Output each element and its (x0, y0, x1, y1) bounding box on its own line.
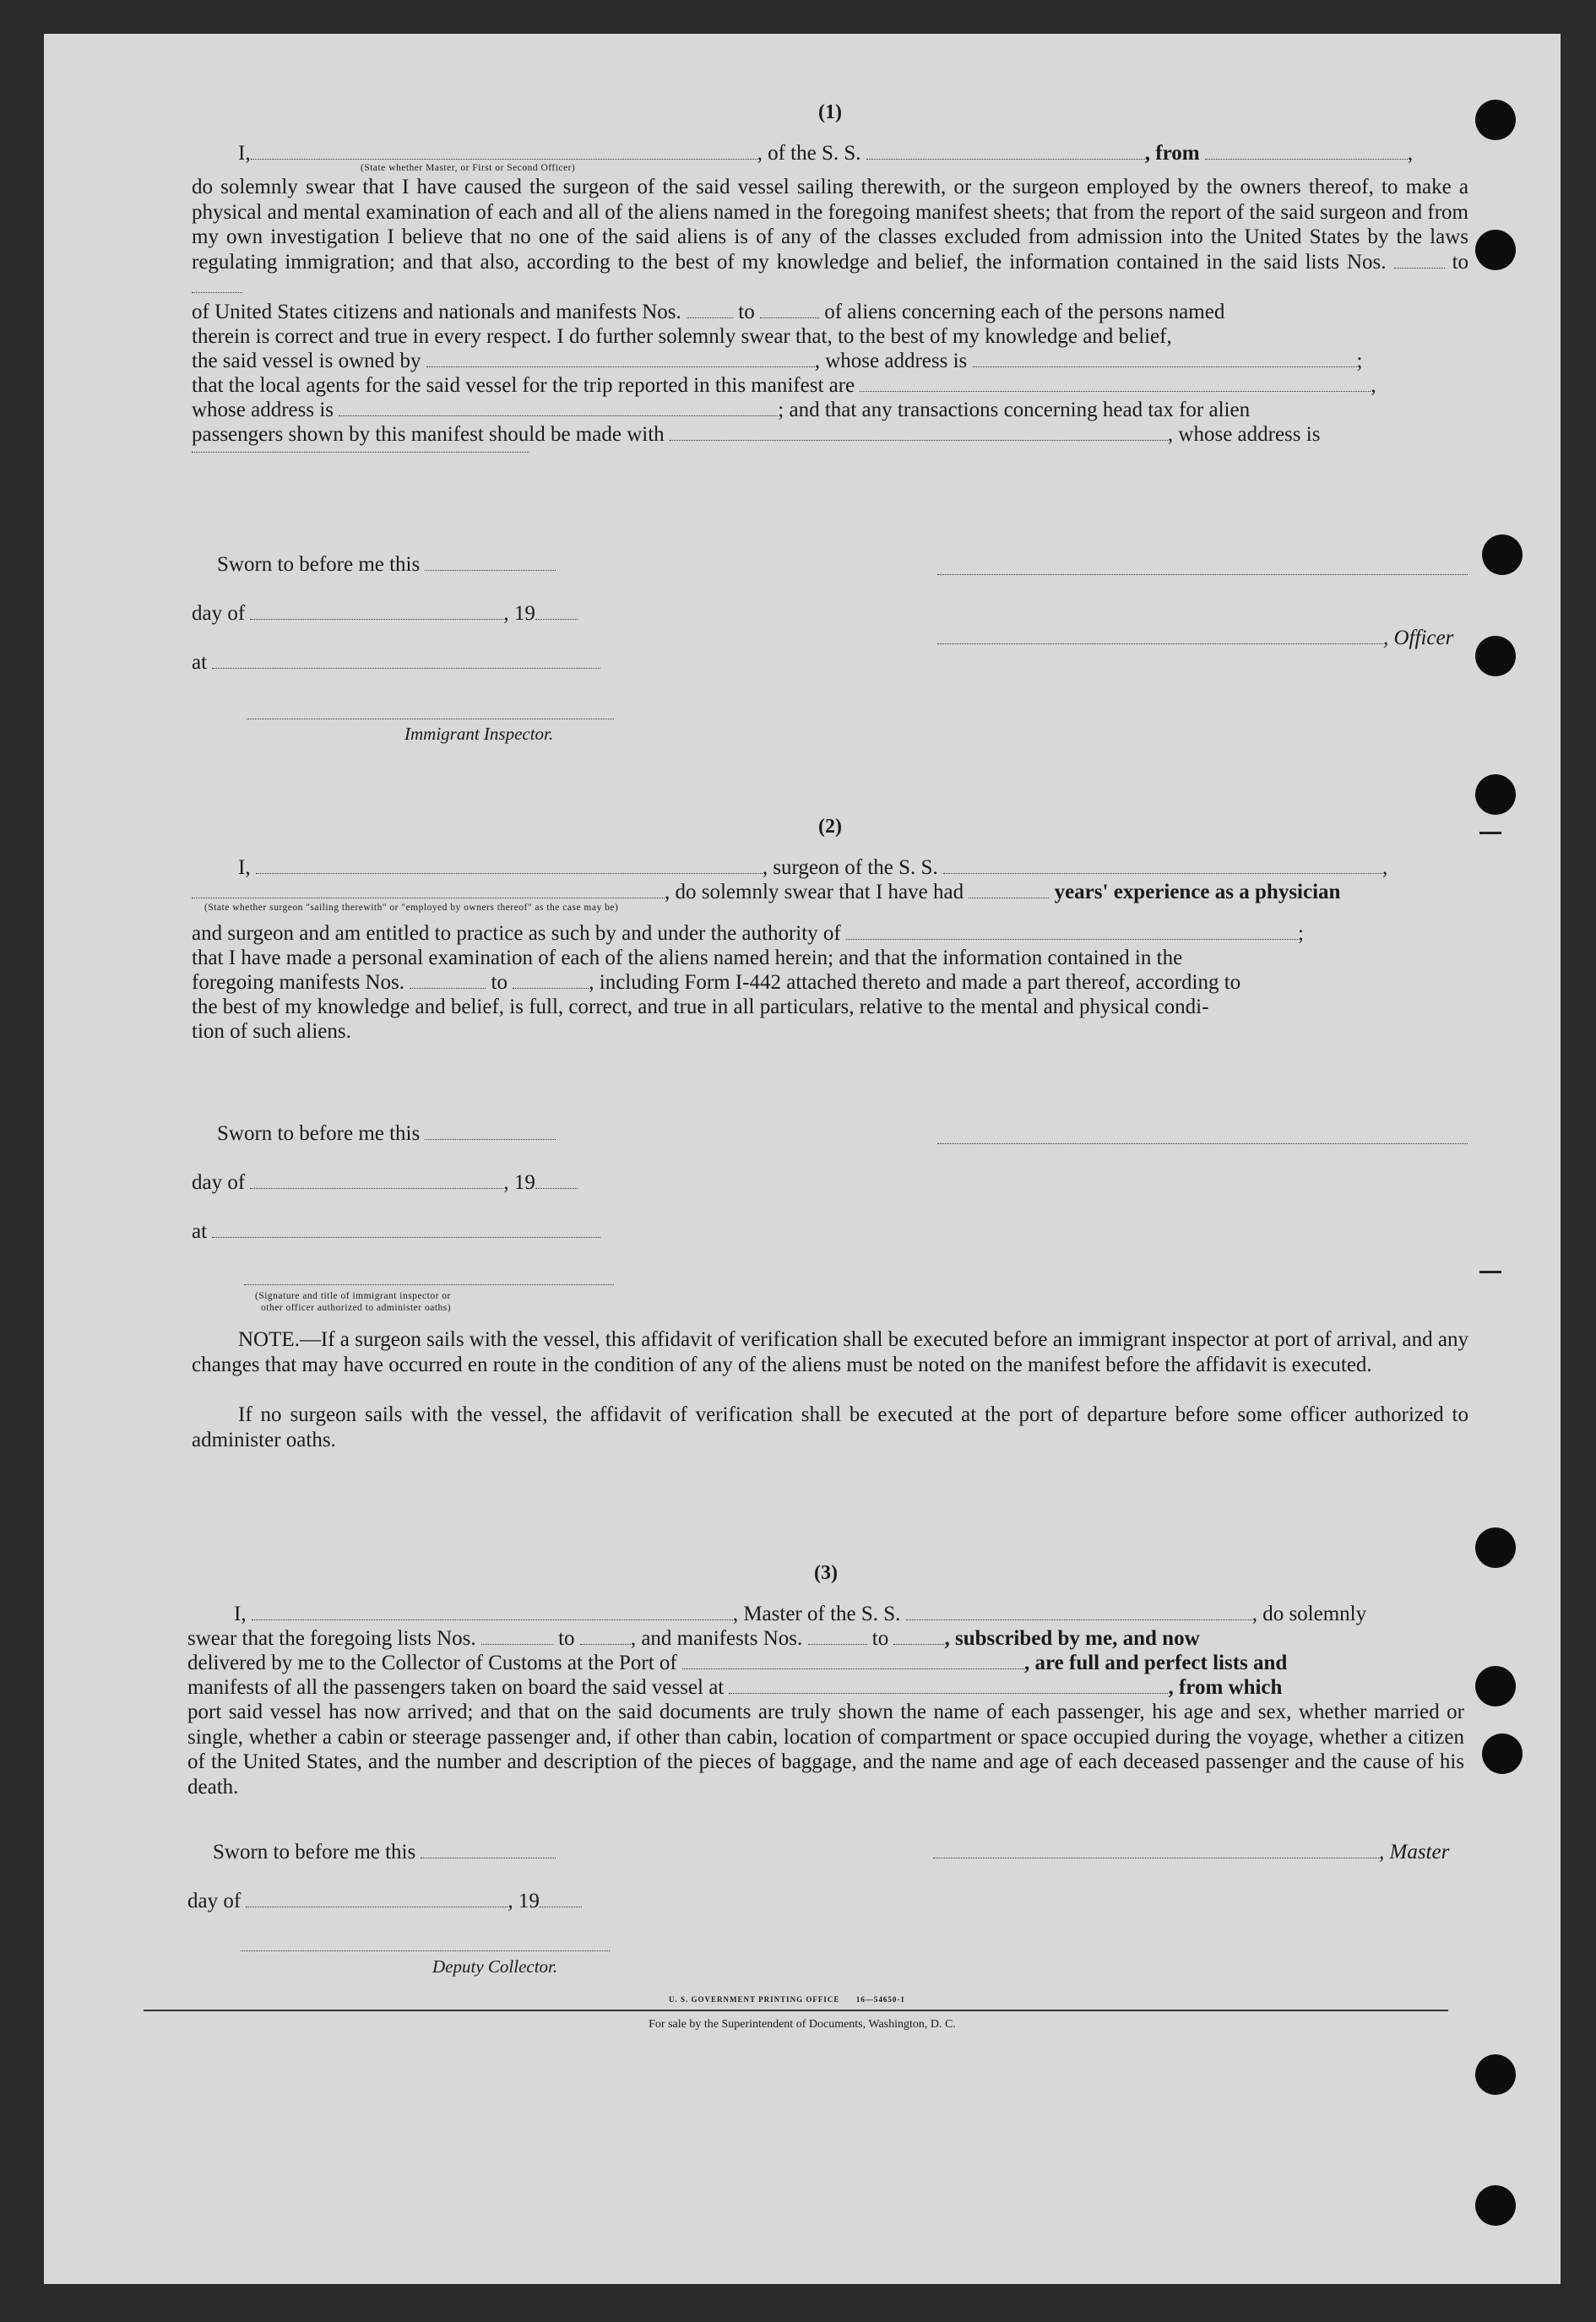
departure-port-blank (729, 1691, 1168, 1695)
master-line: I, , Master of the S. S. , do solemnly (234, 1603, 1367, 1625)
signature-caption: (Signature and title of immigrant inspector or (255, 1291, 451, 1301)
edge-mark (1479, 1271, 1501, 1273)
agents-address-blank (339, 413, 778, 416)
printer-imprint: U. S. GOVERNMENT PRINTING OFFICE 16—54650-1 (669, 1995, 905, 2004)
ship-name-blank (906, 1618, 1252, 1621)
oath-paragraph: port said vessel has now arrived; and that on the said documents are truly shown the name of each passenger, his age and sex, whether married or single, whether a cabin or steerage passenger and, if other than cabin, location of compartment or space occupied during the voyage, whether a citizen of the United States, and the number and description of the pieces of baggage, and the name and age of each deceased passenger and the cause of his death. (187, 1701, 1464, 1798)
punch-hole (1475, 100, 1516, 140)
punch-hole (1475, 2054, 1516, 2095)
years-blank (969, 896, 1049, 899)
section-number: (3) (814, 1562, 838, 1584)
master-signature-line: , Master (933, 1841, 1449, 1864)
punch-hole (1475, 2185, 1516, 2226)
signature-caption: other officer authorized to administer oaths) (261, 1303, 452, 1313)
collector-label: Deputy Collector. (432, 1956, 558, 1977)
sworn-line: Sworn to before me this (213, 1841, 556, 1864)
date-line: day of , 19 (187, 1890, 582, 1913)
officer-name-blank (251, 157, 757, 160)
owner-blank (426, 364, 815, 367)
officer-line: I, , of the S. S. , from , (238, 142, 1414, 165)
master-name-blank (252, 1618, 733, 1621)
ship-name-blank (866, 157, 1145, 160)
status-caption: (State whether surgeon "sailing therewith" or "employed by owners thereof" as the case may be) (204, 903, 619, 913)
sworn-line: Sworn to before me this (217, 1122, 556, 1146)
footer-divider (144, 2010, 1448, 2011)
punch-hole (1482, 534, 1523, 575)
affidavit-3: (3) I, , Master of the S. S. , do solemnly swear that the foregoing lists Nos. to , and manifests Nos. to , subscribed by me, and now delivered by me to the Collector of Customs at the Port of , are full and perfect lists and manifests of all the passengers taken on board the said vessel at , from which port said vessel has now arrived; and that on the said documents are truly shown the name of each passenger, his age and sex, whether married or single, whether a cabin or steerage passenger and, if other than cabin, location of compartment or space occupied during the voyage, whether a citizen of the United States, and the number and description of the pieces of baggage, and the name and age of each deceased passenger and the cause of his death. Sworn to before me this day of , 19 Deputy Collector. , Master U. S. GOVERNMENT PRINTING OFFICE 16—54650-1 (187, 1562, 1464, 2004)
sworn-line: Sworn to before me this (217, 553, 556, 577)
authority-blank (846, 937, 1298, 941)
date-line: day of , 19 (192, 602, 578, 626)
ship-name-blank (943, 871, 1382, 875)
affidavit-2: (2) I, , surgeon of the S. S. , , do solemnly swear that I have had years' experience as a physician (State whether surgeon "sailing therewith" or "employed by owners thereof" as the case may be) and surgeon and am entitled to practice as such by and under the authority of ; that I have made a personal examination of each of the aliens named herein; and that the information contained in the foregoing manifests Nos. to , including Form I-442 attached thereto and made a part thereof, according to the best of my knowledge and belief, is full, correct, and true in all particulars, relative to the mental and physical condi- tion of such aliens. Sworn to before me this day of , 19 at (Signature and title of immigrant inspector or other officer authorized to administer oaths) NOTE.—If a surgeon sails with the vessel, this affidavit of verification shall be executed before an immigrant inspector at port of arrival, and any changes that may have occurred en route in the condition of any of the aliens must be noted on the manifest before the affidavit is executed. If no surgeon sails with the vessel, the affidavit of verification shall be executed at the port of departure before some officer authorized to administer oaths. (192, 816, 1468, 1451)
surgeon-name-blank (256, 871, 763, 875)
note-paragraph-2: If no surgeon sails with the vessel, the affidavit of verification shall be executed at the port of departure before some officer authorized to administer oaths. (192, 1403, 1468, 1451)
section-number: (2) (818, 816, 842, 838)
date-line: day of , 19 (192, 1171, 578, 1195)
surgeon-signature-line (937, 1143, 1468, 1144)
agents-blank (860, 388, 1371, 392)
punch-hole (1475, 1527, 1516, 1568)
signature-line (937, 574, 1468, 575)
surgeon-line: I, , surgeon of the S. S. , (238, 856, 1388, 879)
origin-blank (1205, 157, 1408, 160)
edge-mark (1479, 832, 1501, 834)
punch-hole (1475, 1666, 1516, 1706)
section-number: (1) (818, 101, 842, 123)
head-tax-contact-blank (670, 437, 1168, 441)
rank-caption: (State whether Master, or First or Second Officer) (361, 163, 576, 173)
inspector-signature-line (244, 1284, 614, 1285)
document-page (44, 34, 1561, 2284)
oath-paragraph: do solemnly swear that I have caused the surgeon of the said vessel sailing therewith, or the surgeon employed by the owners thereof, to make a physical and mental examination of each and all of the aliens named in the foregoing manifest sheets; that from the report of the said surgeon and from my own investigation I believe that no one of the said aliens is of any of the classes excluded from admission into the United States by the laws regulating immigration; and that also, according to the best of my knowledge and belief, the information contained in the said lists Nos. to (192, 175, 1468, 300)
punch-hole (1482, 1733, 1523, 1774)
port-blank (682, 1667, 1024, 1670)
place-line: at (192, 651, 600, 675)
officer-signature-line: , Officer (937, 627, 1453, 650)
address-blank (192, 447, 529, 453)
sale-notice: For sale by the Superintendent of Documents, Washington, D. C. (649, 2018, 956, 2031)
affidavit-1: (1) I, , of the S. S. , from , (State whether Master, or First or Second Officer) do solemnly swear that I have caused the surgeon of the said vessel sailing therewith, or the surgeon employed by the owners thereof, to make a physical and mental examination of each and all of the aliens named in the foregoing manifest sheets; that from the report of the said surgeon and from my own investigation I believe that no one of the said aliens is of any of the classes excluded from admission into the United States by the laws regulating immigration; and that also, according to the best of my knowledge and belief, the information contained in the said lists Nos. to of United States citizens and nationals and manifests Nos. to of aliens concerning each of the persons named therein is correct and true in every respect. I do further solemnly swear that, to the best of my knowledge and belief, the said vessel is owned by , whose address is ; that the local agents for the said vessel for the trip reported in this manifest are , whose address is ; and that any transactions concerning head tax for alien passengers shown by this manifest should be made with , whose address is Sworn to before me this day of , 19 at Immigrant Inspector. , Officer (192, 101, 1469, 744)
collector-signature-line (241, 1950, 610, 1951)
punch-hole (1475, 774, 1516, 815)
surgeon-status-blank (192, 896, 665, 899)
punch-hole (1475, 230, 1516, 270)
inspector-label: Immigrant Inspector. (404, 724, 554, 744)
place-line: at (192, 1220, 600, 1244)
note-paragraph: NOTE.—If a surgeon sails with the vessel, this affidavit of verification shall be executed before an immigrant inspector at port of arrival, and any changes that may have occurred en route in the condition of any of the aliens must be noted on the manifest before the affidavit is executed. (192, 1328, 1468, 1376)
punch-hole (1475, 636, 1516, 676)
owner-address-blank (973, 364, 1357, 367)
